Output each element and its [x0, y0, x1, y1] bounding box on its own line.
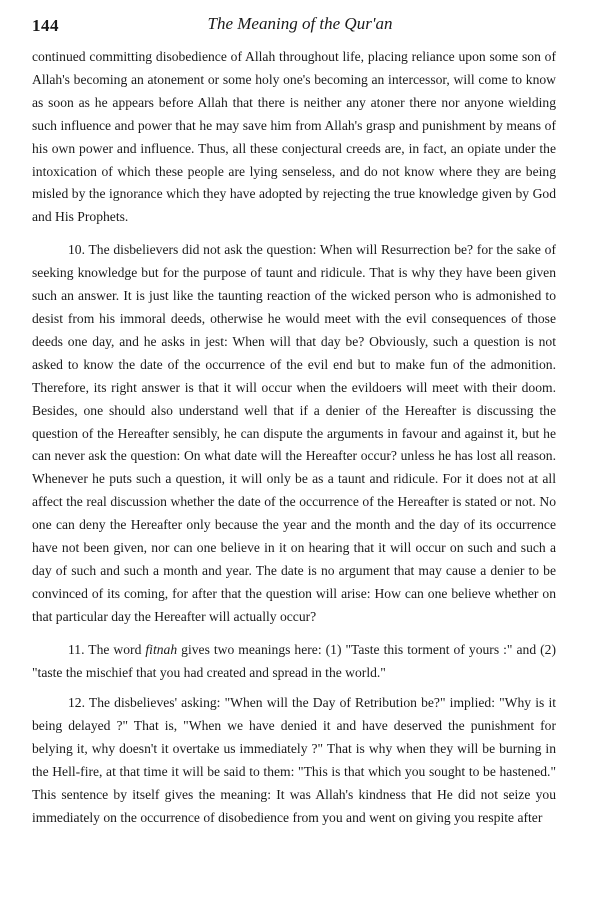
note-11-text-after: gives two meanings here: (1) "Taste this torment of yours :" and (2) "taste the mischief that you had created and spread in the world."	[32, 641, 556, 680]
note-11	[32, 639, 556, 685]
note-12: 12. The disbelieves' asking: "When will the Day of Retribution be?" implied: "Why is it being delayed ?" That is, "When we have denied it and have deserved the punishment for belying it, why doesn't it overtake us immediately ?" That is why when they will be burning in the Hell-fire, at that time it will be said to them: "This is that which you sought to be hastened." This sentence by itself gives the meaning: It was Allah's kindness that He did not seize you immediately on the occurrence of disobedience from you and went on giving you respite after	[32, 695, 556, 825]
paragraph-continuation: continued committing disobedience of Allah throughout life, placing reliance upon some son of Allah's becoming an atonement or some holy one's becoming an intercessor, will come to know as soon as he appears before Allah that there is neither any atoner there nor anyone wielding such influence and power that he may save him from Allah's grasp and punishment by means of his own power and influence. Thus, all these conjectural creeds are, in fact, an opiate under the intoxication of which these people are lying senseless, and do not know where they are being misled by the ignorance which they have adopted by rejecting the true knowledge given by God and His Prophets.	[32, 49, 556, 225]
page-header	[28, 14, 572, 38]
note-10: 10. The disbelievers did not ask the question: When will Resurrection be? for the sake of seeking knowledge but for the purpose of taunt and ridicule. That is why they have been given such an answer. It is just like the taunting reaction of the wicked person who is admonished to desist from his immoral deeds, otherwise he would meet with the evil consequences of those deeds one day, and he asks in jest: When will that day be? Obviously, such a question is not asked to know the date of the occurrence of the evil end but to make fun of the admonition. Therefore, its right answer is that it will occur when the evildoers will meet with their doom. Besides, one should also understand well that if a denier of the Hereafter is discussing the question of the Hereafter sensibly, he can dispute the arguments in favour and against it, but he can never ask the question: On what date will the Hereafter occur? unless he has lost all reason. Whenever he puts such a question, it will only be as a taunt and ridicule. For it does not at all affect the real discussion whether the date of the occurrence of the Hereafter is stated or not. No one can deny the Hereafter only because the year and the month and the day of its occurrence have not been given, nor can one believe in it on hearing that it will occur on such and such a day of such and such a month and year. The date is no argument that may cause a denier to be convinced of its coming, for after that the question will arise: How can one believe whether on that particular day the Hereafter will actually occur?	[32, 242, 556, 624]
page-body	[32, 46, 556, 830]
note-11-term: fitnah	[145, 641, 178, 657]
note-11-text-before: 11. The word	[68, 641, 146, 657]
running-title: The Meaning of the Qur'an	[207, 14, 393, 33]
page-number: 144	[32, 16, 59, 35]
